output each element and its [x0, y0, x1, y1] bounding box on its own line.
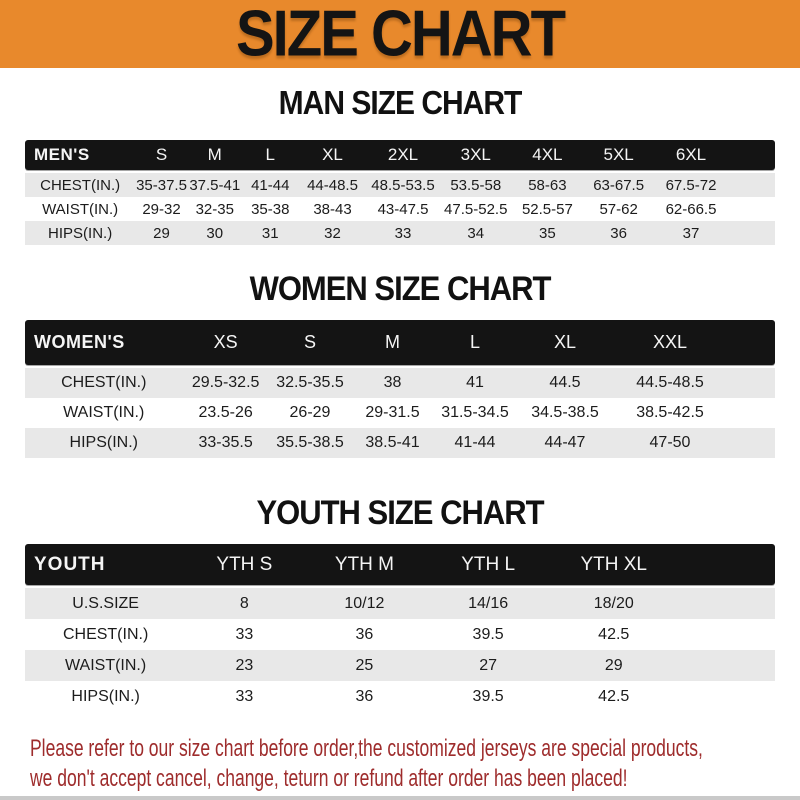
man-size-chart-section — [0, 87, 800, 245]
men-measure-value: 32-35 — [195, 200, 234, 218]
youth-table-label: YOUTH — [34, 553, 106, 575]
youth-measure-label: WAIST(IN.) — [65, 656, 147, 674]
men-measure-value: 43-47.5 — [377, 200, 429, 218]
men-measure-label: WAIST(IN.) — [42, 200, 119, 218]
men-measure-value: 63-67.5 — [593, 176, 645, 194]
men-size-column-header: 6XL — [675, 145, 707, 164]
women-measure-value: 34.5-38.5 — [531, 404, 599, 421]
youth-measure-value: 39.5 — [472, 625, 504, 643]
youth-table-row — [25, 681, 775, 712]
women-measure-value: 31.5-34.5 — [441, 404, 509, 421]
men-measure-value: 44-48.5 — [307, 176, 358, 194]
men-measure-value: 37 — [682, 224, 700, 242]
youth-table-row — [25, 650, 775, 681]
women-measure-value: 44.5-48.5 — [636, 374, 704, 391]
youth-table-row — [25, 619, 775, 650]
youth-measure-value: 25 — [355, 656, 374, 674]
youth-measure-value: 14/16 — [468, 594, 509, 612]
women-size-column-header: XS — [213, 332, 238, 352]
youth-size-column-header: YTH XL — [580, 553, 648, 575]
men-measure-value: 29 — [153, 224, 170, 242]
women-measure-value: 32.5-35.5 — [276, 374, 344, 391]
man-chart-title — [0, 87, 800, 121]
women-table-header-row — [25, 320, 775, 365]
men-measure-value: 58-63 — [528, 176, 567, 194]
youth-table-header-row — [25, 544, 775, 585]
youth-measure-value: 33 — [235, 687, 254, 705]
disclaimer-line-2-text: we don't accept cancel, change, teturn or refund after order has been placed! — [30, 765, 628, 792]
women-size-table — [25, 320, 775, 458]
youth-measure-label: U.S.SIZE — [72, 594, 139, 612]
youth-measure-value: 18/20 — [593, 594, 634, 612]
women-size-column-header: S — [303, 332, 316, 352]
men-measure-value: 31 — [261, 224, 279, 242]
man-size-table — [25, 140, 775, 245]
women-measure-value: 47-50 — [649, 434, 691, 451]
women-measure-value: 41-44 — [454, 434, 496, 451]
women-measure-value: 41 — [466, 374, 484, 391]
men-size-column-header: S — [155, 145, 168, 164]
women-measure-label: WAIST(IN.) — [63, 404, 145, 421]
men-measure-value: 67.5-72 — [665, 176, 717, 194]
men-measure-value: 62-66.5 — [665, 200, 717, 218]
youth-table-row — [25, 588, 775, 619]
men-size-column-header: 3XL — [460, 145, 491, 164]
youth-measure-value: 36 — [355, 625, 374, 643]
women-size-column-header: XXL — [652, 332, 688, 352]
women-measure-value: 29-31.5 — [365, 404, 420, 421]
men-measure-value: 32 — [324, 224, 341, 242]
men-measure-value: 35-38 — [251, 200, 290, 218]
women-size-column-header: XL — [553, 332, 577, 352]
women-measure-label: HIPS(IN.) — [69, 434, 138, 451]
man-chart-title-text: MAN SIZE CHART — [278, 85, 522, 122]
youth-size-chart-section — [0, 493, 800, 712]
youth-chart-title — [0, 493, 800, 532]
women-measure-value: 38.5-41 — [365, 434, 420, 451]
men-size-column-header: XL — [322, 145, 343, 164]
women-size-column-header: M — [385, 332, 400, 352]
women-size-column-header: L — [469, 332, 480, 352]
men-size-column-header: M — [207, 145, 222, 164]
youth-measure-value: 10/12 — [344, 594, 385, 612]
men-table-row — [25, 173, 775, 197]
men-table-header-row — [25, 140, 775, 170]
youth-measure-value: 23 — [235, 656, 254, 674]
men-measure-value: 29-32 — [142, 200, 181, 218]
youth-measure-label: CHEST(IN.) — [62, 625, 149, 643]
men-measure-value: 47.5-52.5 — [444, 200, 508, 218]
men-measure-value: 41-44 — [251, 176, 290, 194]
youth-measure-value: 33 — [235, 625, 254, 643]
youth-measure-value: 36 — [355, 687, 374, 705]
men-size-column-header: 5XL — [603, 145, 634, 164]
men-measure-value: 33 — [394, 224, 412, 242]
youth-size-column-header: YTH L — [461, 553, 516, 575]
men-measure-value: 48.5-53.5 — [371, 176, 435, 194]
women-chart-title-text: WOMEN SIZE CHART — [249, 269, 551, 308]
men-measure-value: 38-43 — [313, 200, 352, 218]
women-measure-value: 38 — [383, 374, 402, 391]
youth-size-column-header: YTH M — [334, 553, 394, 575]
women-measure-value: 33-35.5 — [198, 434, 253, 451]
men-measure-value: 57-62 — [599, 200, 638, 218]
youth-measure-value: 39.5 — [472, 687, 504, 705]
disclaimer-line-1 — [30, 734, 800, 764]
women-measure-value: 35.5-38.5 — [276, 434, 344, 451]
women-measure-value: 23.5-26 — [198, 404, 253, 421]
men-measure-value: 36 — [610, 224, 627, 242]
disclaimer — [30, 734, 800, 794]
men-measure-value: 35-37.5 — [136, 176, 187, 194]
women-measure-value: 44-47 — [544, 434, 586, 451]
disclaimer-line-1-text: Please refer to our size chart before order,the customized jerseys are special products, — [30, 735, 703, 762]
men-size-column-header: 2XL — [387, 145, 419, 164]
men-measure-label: HIPS(IN.) — [48, 224, 113, 242]
youth-measure-label: HIPS(IN.) — [71, 687, 140, 705]
men-measure-value: 30 — [206, 224, 224, 242]
men-size-column-header: L — [265, 145, 275, 164]
youth-size-column-header: YTH S — [216, 553, 273, 575]
men-measure-label: CHEST(IN.) — [40, 176, 121, 194]
men-measure-value: 52.5-57 — [521, 200, 573, 218]
women-measure-value: 29.5-32.5 — [191, 374, 260, 391]
men-table-row — [25, 221, 775, 245]
youth-measure-value: 27 — [479, 656, 498, 674]
women-table-row — [25, 398, 775, 428]
youth-chart-title-text: YOUTH SIZE CHART — [256, 493, 544, 532]
banner — [0, 0, 800, 68]
women-table-label: WOMEN'S — [34, 332, 125, 352]
men-measure-value: 37.5-41 — [189, 176, 241, 194]
youth-measure-value: 42.5 — [598, 687, 630, 705]
men-table-label: MEN'S — [34, 145, 90, 164]
youth-size-table — [25, 544, 775, 712]
disclaimer-line-2 — [30, 764, 800, 794]
women-size-chart-section — [0, 269, 800, 458]
men-measure-value: 35 — [539, 224, 556, 242]
youth-measure-value: 42.5 — [598, 625, 630, 643]
men-table-row — [25, 197, 775, 221]
women-measure-value: 26-29 — [289, 404, 331, 421]
women-measure-value: 38.5-42.5 — [636, 404, 704, 421]
men-measure-value: 53.5-58 — [450, 176, 502, 194]
women-table-row — [25, 368, 775, 398]
men-size-column-header: 4XL — [532, 145, 563, 164]
page-title: SIZE CHART — [236, 0, 564, 70]
women-table-row — [25, 428, 775, 458]
women-measure-value: 44.5 — [549, 374, 581, 391]
men-measure-value: 34 — [467, 224, 485, 242]
women-chart-title — [0, 269, 800, 308]
youth-measure-value: 29 — [604, 656, 623, 674]
women-measure-label: CHEST(IN.) — [61, 374, 147, 391]
youth-measure-value: 8 — [239, 594, 249, 612]
